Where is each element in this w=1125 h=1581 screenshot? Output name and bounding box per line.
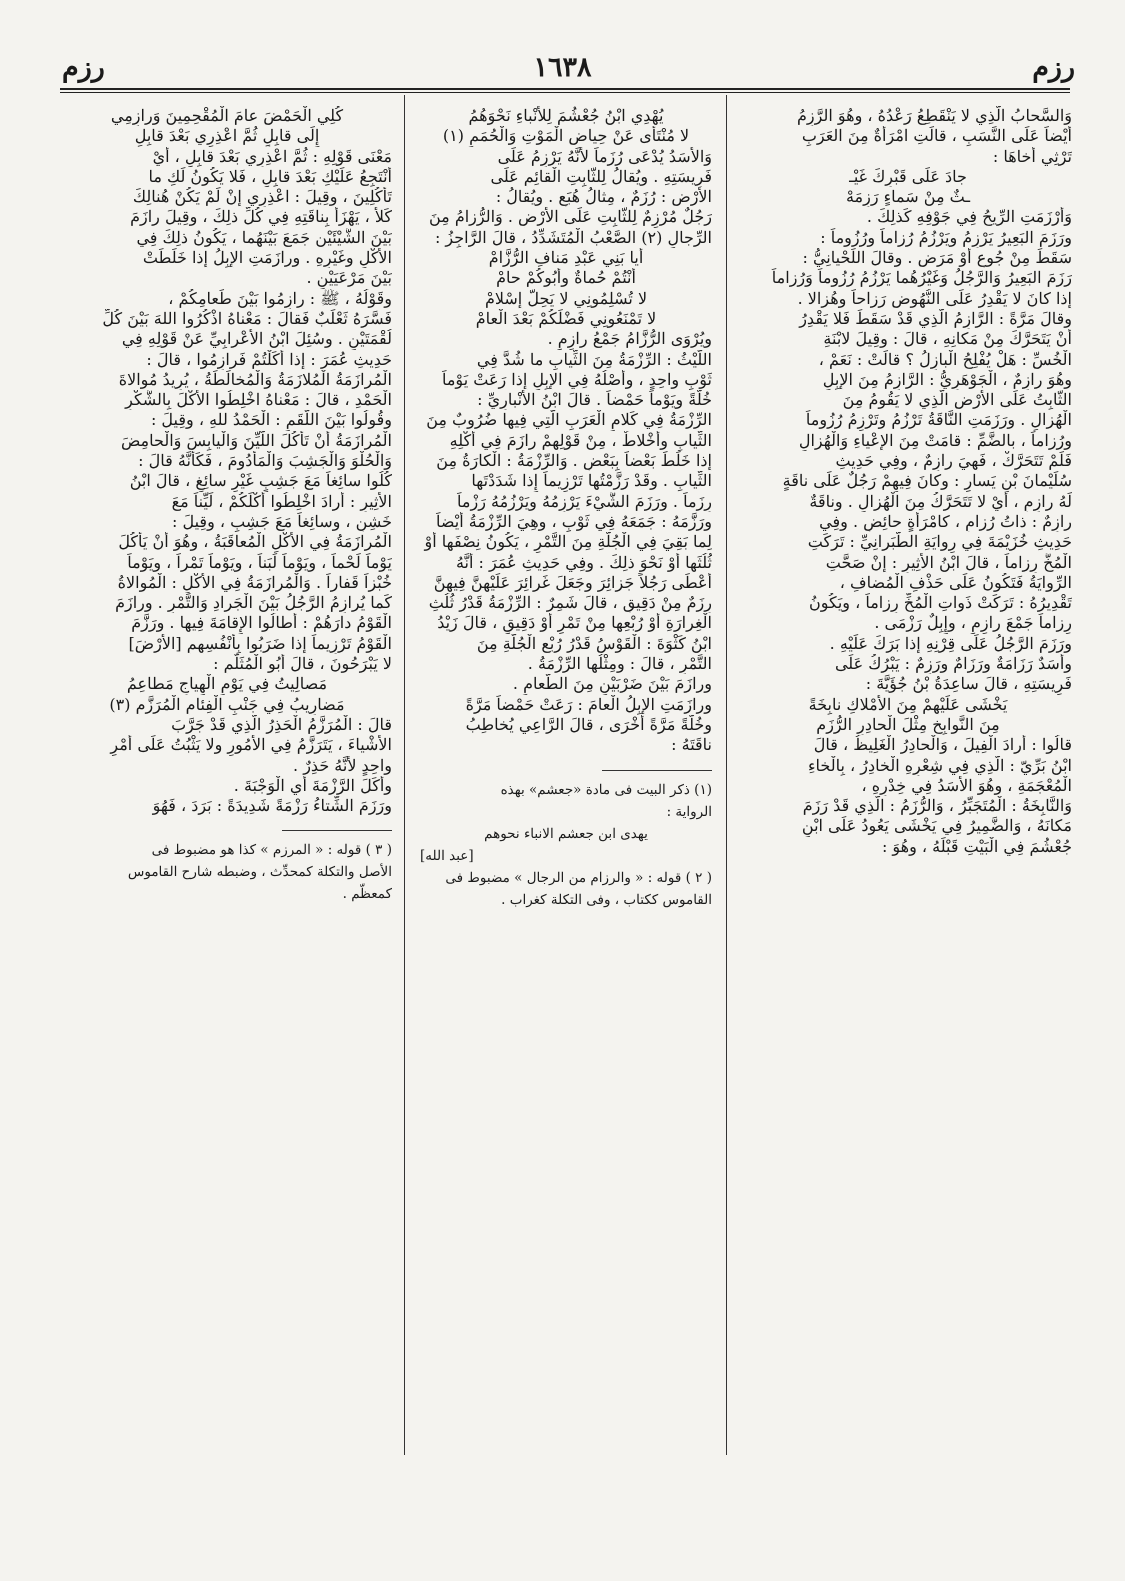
running-head-right: رزم [1032,52,1075,83]
text-line: وَأَرْزَمَتِ الرِّيحُ فِي جَوْفِهِ كَذلِكَ . [866,207,1072,227]
text-line: أَنْتَجِعُ عَلَيْكِ بَعْدَ قابِلٍ ، فَلا يَكُونُ لَكِ ما [148,166,392,186]
verse-line: أَنْتُمْ حُماةٌ وأَبُوكُمْ حامْ [496,268,636,288]
footnote-line: ( ٣ ) قوله : « المرزم » كذا هو مضبوط فى [151,842,392,859]
text-line: فَسَّرَهُ ثَعْلَبٌ فَقالَ : مَعْناهُ اذْكُرُوا اللهَ بَيْنَ كُلِّ [102,308,392,328]
text-line: الثِّيابِ وأَخْلاطٌ ، مِنْ قَوْلِهِمْ رازَمَ فِي أَكْلِهِ [449,430,712,450]
text-line: الْحَمْدِ ، قالَ : مَعْناهُ اخْلِطُوا الأَكْلَ بِالشُّكْرِ [125,390,392,410]
text-line: الْهُزالِ . ورَزَمَتِ النَّاقَةُ تَرْزُمُ وتَرْزِمُ رُزُوماً [805,410,1072,430]
text-line: سَقَطَ مِنْ جُوعٍ أَوْ مَرَضٍ . وقالَ اللِّحْيانِيُّ : [802,248,1072,268]
footnote-line: كمعظَّم . [342,886,392,903]
text-line: لا يَبْرَحُونَ ، قالَ أَبُو الْمُثَلَّمِ : [213,654,392,674]
text-line: وقَوْلُهُ ، ﷺ : رازِمُوا بَيْنَ طَعامِكُمْ ، [168,288,392,308]
text-line: خُلَّةً ويَوْماً حَمْضاً . قالَ ابْنُ الأَنْبارِيِّ : [477,390,712,410]
footnote-line: الرواية : [666,803,712,820]
text-line: أَعْطَى رَجُلاً جَزائِرَ وجَعَلَ غَرائِرَ عَلَيْهِنَّ فِيهِنَّ [433,572,712,592]
text-line: بَيْنَ الشَّيْئَيْنِ جَمَعَ بَيْنَهُما ، يَكُونُ ذلِكَ فِي [136,227,392,247]
verse-line: لا تَمْنَعُونِي فَضْلَكُمْ بَعْدَ الْعامْ [475,308,657,328]
column-right [744,106,1072,1446]
text-line: فَرِيسَتِهِ . ويُقالُ لِلثَّابِتِ الْقائِمِ عَلَى [490,166,712,186]
text-line: الثِّيابِ . وقَدْ رَزَّمْتُها تَرْزِيماً إِذا شَدَدْتَها [471,471,712,491]
verse-line: لا تُسْلِمُونِي لا يَحِلُّ إِسْلامْ [484,288,648,308]
column-left [62,106,392,1446]
text-line: الأَشْياءَ ، يَتَرَزَّمُ فِي الأُمُورِ ولا يَثْبُتُ عَلَى أَمْرٍ [110,735,392,755]
text-line: ورازَمَ بَيْنَ ضَرْبَيْنِ مِنَ الطَّعامِ . [512,674,712,694]
verse-line: يُهْدِي ابْنُ جُعْشُمَ لِلأَنْباءِ نَحْوَهُمُ [468,106,664,125]
text-line: الْغِرارَةِ أَوْ رُبْعِها مِنْ تَمْرٍ أَوْ دَقِيقٍ ، قالَ زَيْدُ [437,613,712,633]
verse-line: مَصالِيتُ فِي يَوْمِ الْهِياجِ مَطاعِمُ [126,674,328,694]
text-line: تَأْكُلِينَ ، وقِيلَ : اعْذِرِي إِنْ لَمْ يَكُنْ هُنالِكَ [132,187,392,207]
text-line: قالُوا : أَرادَ الْفِيلَ ، وَالْحادِرُ الْغَلِيظُ ، قالَ [813,735,1072,755]
column-divider [404,95,405,1455]
text-line: لَهُ رازِمٍ ، أَيْ لا تَتَحَرَّكُ مِنَ الْهُزالِ . وناقَةٌ [809,491,1072,511]
text-line: رِزَمٌ مِنْ دَقِيقٍ ، قالَ شَمِرٌ : الرِّزْمَةُ قَدْرُ ثُلُثِ [428,593,712,613]
footnote-line: القاموس ككتاب ، وفى التكلة كغراب . [501,891,712,908]
text-line: ويُرْوَى الرُّزَّامُ جَمْعُ رازِمٍ . [547,329,712,349]
text-line: الثَّابِتُ عَلَى الأَرْضِ الَّذِي لا يَقُومُ مِنَ [842,390,1072,410]
text-line: مَكانَهُ ، وَالضَّمِيرُ فِي يَخْشَى يَعُودُ عَلَى ابْنِ [801,816,1072,836]
verse-line: مِنَ النَّوابِخِ مِثْلَ الْحادِرِ الرُّزَمِ [816,714,1000,734]
header-rule [60,88,1070,90]
text-line: خُبْزاً قَفاراً . وَالْمُرازَمَةُ فِي الأَكْلِ : الْمُوالاةُ [117,572,392,592]
text-line: أَنْ يَتَحَرَّكَ مِنْ مَكانِهِ ، قالَ : وقِيلَ لابْنَةِ [823,329,1072,349]
text-line: كُلُوا سائِغاً مَعَ جَشِبٍ غَيْرِ سائِغٍ ، قالَ ابْنُ [129,471,392,491]
text-line: وَالْحُلْوَ وَالْجَشِبَ وَالْمَأْدُومَ ، فَكَأَنَّهُ قالَ : [138,451,392,471]
text-line: ثَوْبٍ واحِدٍ ، وأَصْلُهُ فِي الإِبِلِ إِذا رَعَتْ يَوْماً [441,369,712,389]
verse-line: إِلَى قابِلٍ ثُمَّ اعْذِرِي بَعْدَ قابِلِ [134,126,320,146]
text-line: اللَّيْثُ : الرِّزْمَةُ مِنَ الثِّيابِ ما شُدَّ فِي [476,349,712,369]
text-line: جُعْشُمَ فِي الْبَيْتِ قَبْلَهُ ، وهُوَ : [881,836,1072,856]
text-line: واحِدٍ لأَنَّهُ حَذِرٌ . [293,755,392,775]
text-line: الْمُخَّ رِزاماً ، قالَ ابْنُ الأَثِيرِ : إِنْ صَحَّتِ [825,552,1072,572]
column-divider [726,95,727,1455]
text-line: الرِّوايَةُ فَتَكُونُ عَلَى حَذْفِ الْمُضافِ ، [839,572,1072,592]
text-line: كَما يُرازِمُ الرَّجُلُ بَيْنَ الْجَرادِ وَالتَّمْرِ . ورازَمَ [115,593,392,613]
text-line: الأَثِيرِ : أَرادَ اخْلِطُوا أَكْلَكُمْ ، لَيِّناً مَعَ [171,491,392,511]
footnote-verse: يهدى ابن جعشم الانباء نحوهم [484,825,648,842]
verse-line: جادَ عَلَى قَبْرِكَ غَيْـ [849,166,967,186]
verse-line: مَضارِيبُ فِي جَنْبِ الْفِئامِ الْمُرَزَّمِ (٣) [109,694,345,714]
verse-line: لا مُنْتَأًى عَنْ حِياضِ الْمَوْتِ وَالْحُمَمِ (١) [442,126,690,146]
text-line: وقُولُوا بَيْنَ اللُّقَمِ : الْحَمْدُ للهِ ، وقِيلَ : [150,410,392,430]
text-line: وقالَ مَرَّةً : الرَّازِمُ الَّذِي قَدْ سَقَطَ فَلا يَقْدِرُ [799,308,1072,328]
text-line: بَيْنَ مَرْعَيَيْنِ . [306,268,392,288]
column-middle [420,106,712,1446]
header-rule-thin [60,92,1070,93]
text-line: ابْنُ بَرِّيّ : الَّذِي فِي شِعْرِهِ الْخادِرُ ، بِالْخاءِ [808,755,1072,775]
text-line: إِذا خَلَطَ بَعْضاً بِبَعْضٍ . وَالرِّزْمَةُ : الْكارَةُ مِنَ [436,451,712,471]
text-line: وأَكَلَ الرَّزْمَةَ أَيِ الْوَجْبَةَ . [233,775,392,795]
footnote-signature: [عبد الله] [420,847,474,864]
text-line: ورازَمَتِ الإِبِلُ الْعامَ : رَعَتْ حَمْضاً مَرَّةً [465,694,712,714]
verse-line: كُلِي الْحَمْضَ عامَ الْمُقْحِمِينَ وَرازِمِي [110,106,344,125]
text-line: وَالنَّابِخَةُ : الْمُتَجَبِّرُ ، وَالرُّزَمُ : الَّذِي قَدْ رَزَمَ [802,796,1072,816]
text-line: مَعْنَى قَوْلِهِ : ثُمَّ اعْذِرِي بَعْدَ قابِلٍ ، أَيْ [152,146,392,166]
text-line: ورَزَمَ البَعِيرُ يَرْزِمُ ويَرْزُمُ رُزاماً ورُزُوماً : [820,227,1072,247]
footnote-separator [282,830,392,831]
text-line: وَالسَّحابُ الَّذِي لا يَنْقَطِعُ رَعْدُهُ ، وهُوَ الرَّزِمُ [797,106,1072,125]
verse-line: أَيا بَنِي عَبْدِ مَنافِ الرُّزَّامْ [488,248,644,268]
text-line: وخُلَّةً مَرَّةً أُخْرَى ، قالَ الرَّاعِي يُخاطِبُ [465,714,712,734]
text-line: يَوْماً لَحْماً ، ويَوْماً لَبَناً ، ويَوْماً تَمْراً ، ويَوْماً [127,552,392,572]
footnote-line: ( ٢ ) قوله : « والرزام من الرجال » مضبوط فى [445,869,712,886]
text-line: الْخُسِّ : هَلْ يُفْلِحُ الْبازِلُ ؟ قالَتْ : نَعَمْ ، [818,349,1072,369]
text-line: أَيْضاً عَلَى النَّسَبِ ، قالَتِ امْرَأَةٌ مِنَ العَرَبِ [801,126,1072,146]
text-line: رازِمٌ : ذاتُ رُزامٍ ، كامْرَأَةٍ حائِضٍ . وفِي [819,511,1072,531]
text-line: تَقْدِيرُهُ : تَرَكَتْ ذَواتِ الْمُخِّ رِزاماً ، ويَكُونُ [808,593,1072,613]
footnote-separator [602,770,712,771]
text-line: وهُوَ رازِمٌ ، الْجَوْهَرِيُّ : الرَّازِمُ مِنَ الإِبِلِ [822,369,1072,389]
text-line: ورُزاماً ، بالضَّمِّ : قامَتْ مِنَ الإِعْياءِ وَالْهُزالِ [798,430,1072,450]
text-line: رَزَمَ البَعِيرُ وَالرَّجُلُ وَغَيْرُهُما يَرْزُمُ رُزُوماً وَرُزاماً [771,268,1072,288]
text-line: الْمُرازَمَةُ أَنْ تَأْكُلَ اللَّيِّنَ وَالْيابِسَ وَالْحامِضَ [120,430,392,450]
text-line: تَرْثِي أَخاهَا : [992,146,1072,166]
text-line: وأَسَدٌ رَزَامَةٌ ورَزَامٌ ورَزِمٌ : يَبْرُكُ عَلَى [834,654,1072,674]
text-line: ورَزَمَ الشِّتاءُ رَزْمَةً شَدِيدَةً : بَرَدَ ، فَهُوَ [152,796,392,816]
footnote-line: (١) ذكر البيت فى مادة «جعشم» بهذه [500,781,712,798]
text-line: إِذا كانَ لا يَقْدِرُ عَلَى النُّهُوضِ رَزاحاً وهُزالا . [797,288,1072,308]
text-line: حَدِيثِ عُمَرَ : إِذا أَكَلْتُمْ فَرازِمُوا ، قالَ : [146,349,392,369]
text-line: رِزَماً . ورَزَمَ الشَّيْءَ يَرْزِمُهُ ويَرْزُمُهُ رَزْماً [457,491,712,511]
text-line: ناقَتَهُ : [671,735,712,755]
text-line: حَدِيثِ خُزَيْمَةَ فِي رِوايَةِ الطَّبَرانِيِّ : تَرَكَتِ [807,532,1072,552]
text-line: سُلَيْمانَ بْنِ يَسارٍ : وكانَ فِيهِمْ رَجُلٌ عَلَى ناقَةٍ [782,471,1072,491]
text-line: الْقَوْمُ تَرْزِيماً إِذا ضَرَبُوا بِأَنْفُسِهِمِ [الأَرْضَ] [128,633,392,653]
running-head-left: رزم [62,52,105,83]
text-line: ورَزَمَ الرَّجُلُ عَلَى قِرْنِهِ إِذا بَرَكَ عَلَيْهِ . [829,633,1072,653]
text-line: رِزاماً جَمْعَ رازِمٍ ، وإِبِلٌ رَزْمَى . [874,613,1072,633]
text-line: ابْنُ كَثْوَةَ : الْقَوْسُ قَدْرُ رُبْعِ الْجُلَّةِ مِنَ [476,633,712,653]
verse-line: ـثٌ مِنْ سَماءٍ رَزِمَهْ [845,187,971,207]
text-line: الْقَوْمُ دارَهُمْ : أَطالُوا الإِقامَةَ فِيها . ورَزَّمَ [131,613,392,633]
text-line: ورَزَّمَهُ : جَمَعَهُ فِي ثَوْبٍ ، وهِيَ الرِّزْمَةُ أَيْضاً [436,511,712,531]
text-line: رَجُلٌ مُرْزِمٌ لِلثَّابِتِ عَلَى الأَرْضِ . وَالرُّزامُ مِنَ [428,207,712,227]
verse-line: يَخْشَى عَلَيْهِمْ مِنَ الأَمْلاكِ نابِخَةً [808,694,1008,714]
text-line: خَشِنٍ ، وسائِغاً مَعَ جَشِبٍ ، وقِيلَ : [172,511,392,531]
text-line: الرِّزْمَةُ فِي كَلامِ الْعَرَبِ الَّتِي فِيها ضُرُوبٌ مِنَ [426,410,712,430]
text-line: فَرِيسَتِهِ ، قالَ ساعِدَةُ بْنُ جُؤَيَّةَ : [865,674,1072,694]
text-line: قالَ : الْمُرَزَّمُ الْحَذِرُ الَّذِي قَدْ جَرَّبَ [171,714,392,734]
footnote-line: الأصل والتكلة كمحدِّث ، وضبطه شارح القاموس [127,864,392,881]
text-line: لُقْمَتَيْنِ . وسُئِلَ ابْنُ الأَعْرابِيِّ عَنْ قَوْلِهِ فِي [121,329,392,349]
text-line: الأَكْلِ وغَيْرِهِ . ورازَمَتِ الإِبِلُ إِذا خَلَطَتْ [142,248,392,268]
text-line: الْمُرازَمَةُ الْمُلازَمَةُ وَالْمُخالَطَةُ ، يُرِيدُ مُوالاةَ [118,369,392,389]
text-line: فَلَمْ تَتَحَرَّكْ ، فَهِيَ رازِمٌ ، وفِي حَدِيثِ [835,451,1072,471]
text-line: كَلأٌ ، يَهْزَأُ بِناقَتِهِ فِي كُلِّ ذلِكَ ، وقِيلَ رازَمَ [130,207,392,227]
text-line: ثُلُثَها أَوْ نَحْوَ ذلِكَ . وفِي حَدِيثِ عُمَرَ : أَنَّهُ [455,552,712,572]
text-line: الْمُرازَمَةُ فِي الأَكْلِ الْمُعاقَبَةُ ، وهُوَ أَنْ يَأْكُلَ [118,532,392,552]
page-number: ١٦٣٨ [533,52,592,83]
text-line: الرِّجالِ (٢) الصَّعْبُ الْمُتَشَدِّدُ ، قالَ الرَّاجِزُ : [434,227,712,247]
text-line: لِما بَقِيَ فِي الْجُلَّةِ مِنَ التَّمْرِ ، يَكُونُ نِصْفَها أَوْ [424,532,712,552]
text-line: التَّمْرِ ، قالَ : ومِثْلُها الرِّزْمَةُ . [527,654,712,674]
text-line: وَالأَسَدُ يُدْعَى رُزَماً لأَنَّهُ يَرْزِمُ عَلَى [497,146,712,166]
text-line: الْمُعْجَمَةِ ، وهُوَ الأَسَدُ فِي خِدْرِهِ ، [861,775,1072,795]
text-line: الأَرْضِ : رُزَمٌ ، مِثالُ هُبَعٍ . ويُقالُ : [495,187,712,207]
